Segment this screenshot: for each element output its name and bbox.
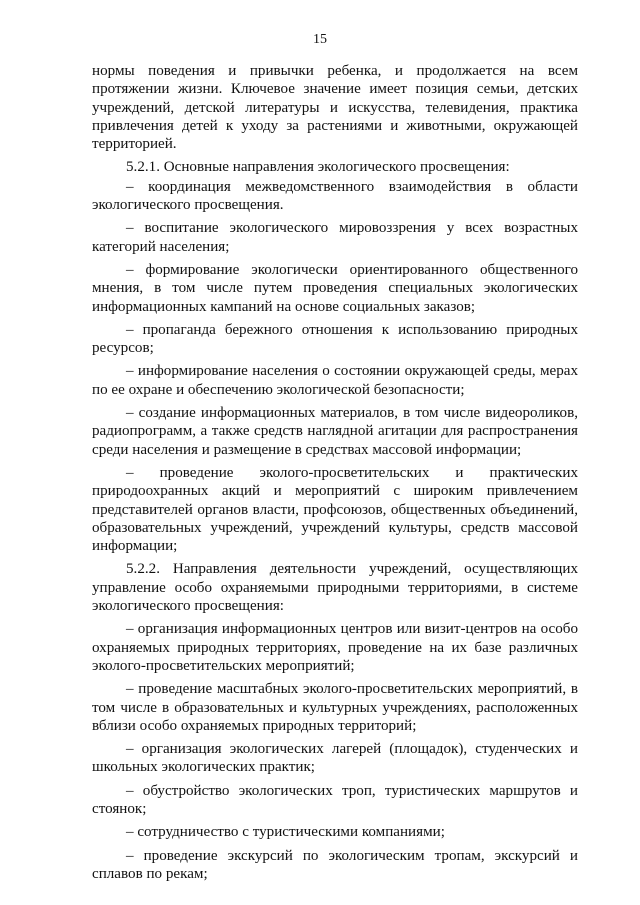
list-item: – организация экологических лагерей (площадок), студенческих и школьных экологических практик; <box>92 741 578 776</box>
list-item: – формирование экологически ориентированного общественного мнения, в том числе путем проведения специальных экологических информационных кампаний на основе социальных заказов; <box>92 261 578 315</box>
list-item: – проведение эколого-просветительских и практических природоохранных акций и мероприятий с широким привлечением представителей органов власти, профсоюзов, общественных объединений, образовательных учреждений, учреждений культуры, средств массовой информации; <box>92 464 578 555</box>
page-number: 15 <box>313 32 327 47</box>
list-item: – воспитание экологического мировоззрения у всех возрастных категорий населения; <box>92 220 578 255</box>
list-item: – обустройство экологических троп, туристических маршрутов и стоянок; <box>92 782 578 817</box>
list-item: – информирование населения о состоянии окружающей среды, мерах по ее охране и обеспечению экологической безопасности; <box>92 363 578 398</box>
list-item: – проведение экскурсий по экологическим тропам, экскурсий и сплавов по рекам; <box>92 847 578 882</box>
list-item: – проведение масштабных эколого-просветительских мероприятий, в том числе в образовательных и культурных учреждениях, расположенных вблизи особо охраняемых природных территорий; <box>92 681 578 734</box>
list-item: – сотрудничество с туристическими компаниями; <box>126 824 445 841</box>
list-item: – создание информационных материалов, в том числе видеороликов, радиопрограмм, а также средств наглядной агитации для распространения среди населения и размещение в средствах массовой информации; <box>92 405 578 458</box>
section-heading-5-2-2: 5.2.2. Направления деятельности учреждений, осуществляющих управление особо охраняемыми природными территориями, в системе экологического просвещения: <box>92 561 578 615</box>
document-body <box>92 62 578 888</box>
list-item: – координация межведомственного взаимодействия в области экологического просвещения. <box>92 178 578 214</box>
list-item: – организация информационных центров или визит-центров на особо охраняемых природных территориях, проведение на их базе различных эколого-просветительских мероприятий; <box>92 621 578 674</box>
list-item: – пропаганда бережного отношения к использованию природных ресурсов; <box>92 321 578 357</box>
paragraph-continuation: нормы поведения и привычки ребенка, и продолжается на всем протяжении жизни. Ключевое значение имеет позиция семьи, детских учреждений, детской литературы и искусства, телевидения, практика привлечения детей к уходу за растениями и животными, окружающей территорией. <box>92 63 578 153</box>
section-heading-5-2-1: 5.2.1. Основные направления экологического просвещения: <box>126 159 510 176</box>
